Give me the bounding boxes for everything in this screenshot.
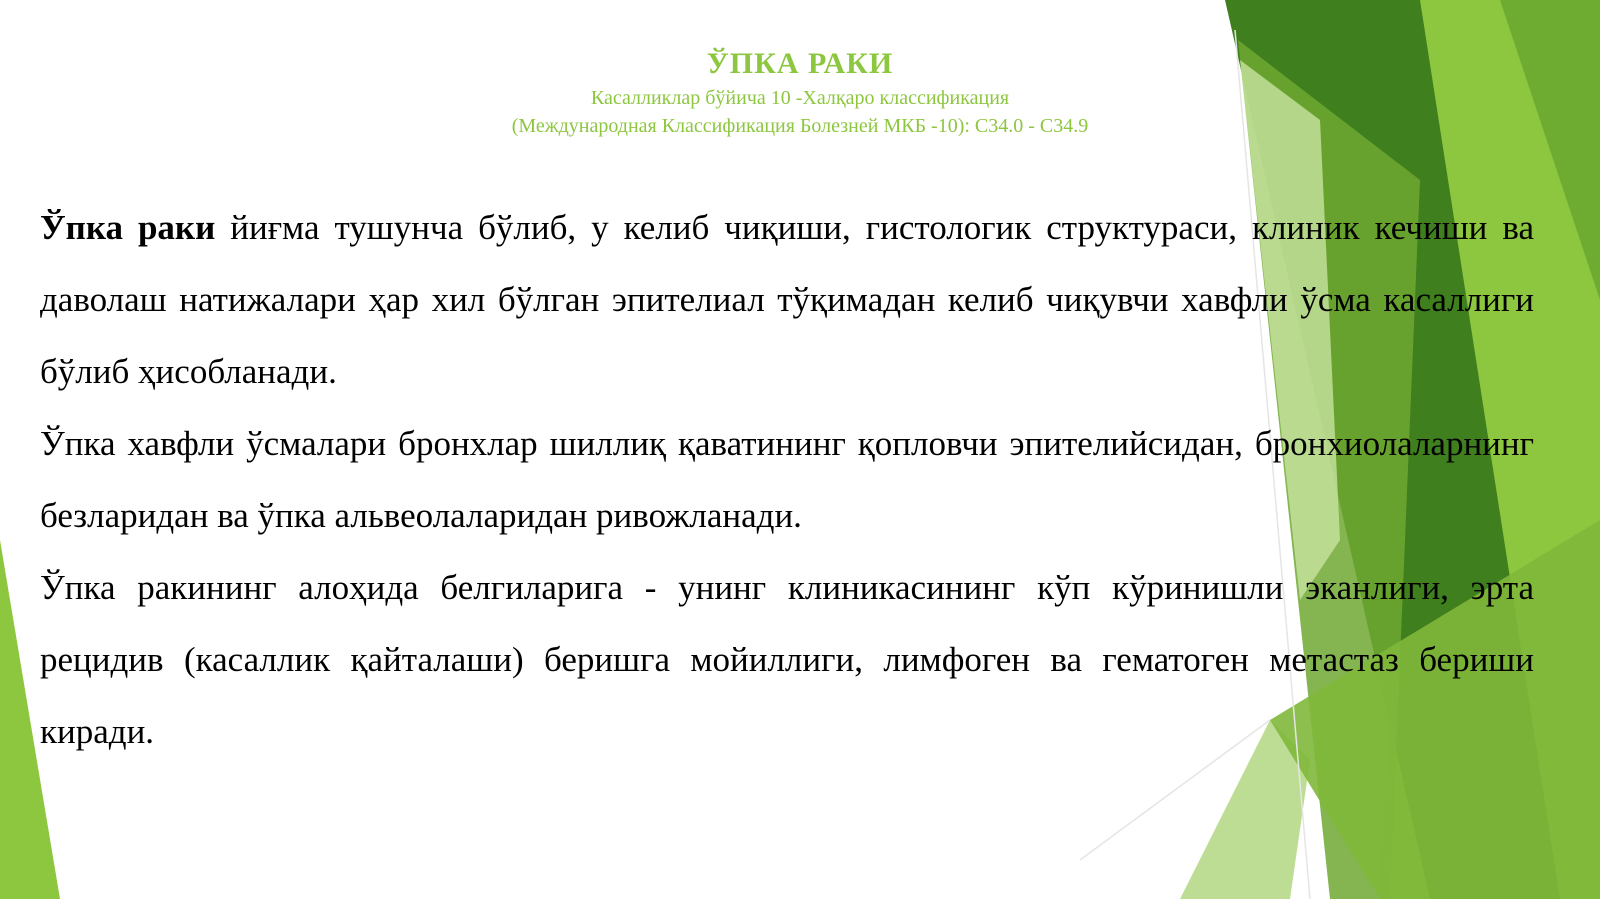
- slide-title: ЎПКА РАКИ: [706, 47, 894, 80]
- body-text: [40, 192, 1534, 768]
- paragraph-features: Ўпка ракининг алоҳида белгиларига - унинг клиникасининг кўп кўринишли эканлиги, эрта рецидив (касаллик қайталаши) беришга мойиллиги, лимфоген ва гематоген метастаз бериши киради.: [40, 568, 1534, 751]
- title-block: [380, 44, 1220, 140]
- slide-subtitle-line2: (Международная Классификация Болезней МКБ -10): С34.0 - С34.9: [511, 115, 1089, 137]
- paragraph-definition-text: йиғма тушунча бўлиб, у келиб чиқиши, гистологик структураси, клиник кечиши ва даволаш натижалари ҳар хил бўлган эпителиал тўқимадан келиб чиқувчи хавфли ўсма касаллиги бўлиб ҳисобланади.: [40, 208, 1534, 391]
- paragraph-origin: Ўпка хавфли ўсмалари бронхлар шиллиқ қаватининг қопловчи эпителийсидан, бронхиолаларнинг безларидан ва ўпка альвеолаларидан ривожланади.: [40, 424, 1534, 535]
- slide-subtitle-line1: Касалликлар бўйича 10 -Халқаро классификация: [590, 87, 1010, 109]
- paragraph-definition: [40, 192, 1534, 408]
- term-lung-cancer: Ўпка раки: [40, 208, 216, 247]
